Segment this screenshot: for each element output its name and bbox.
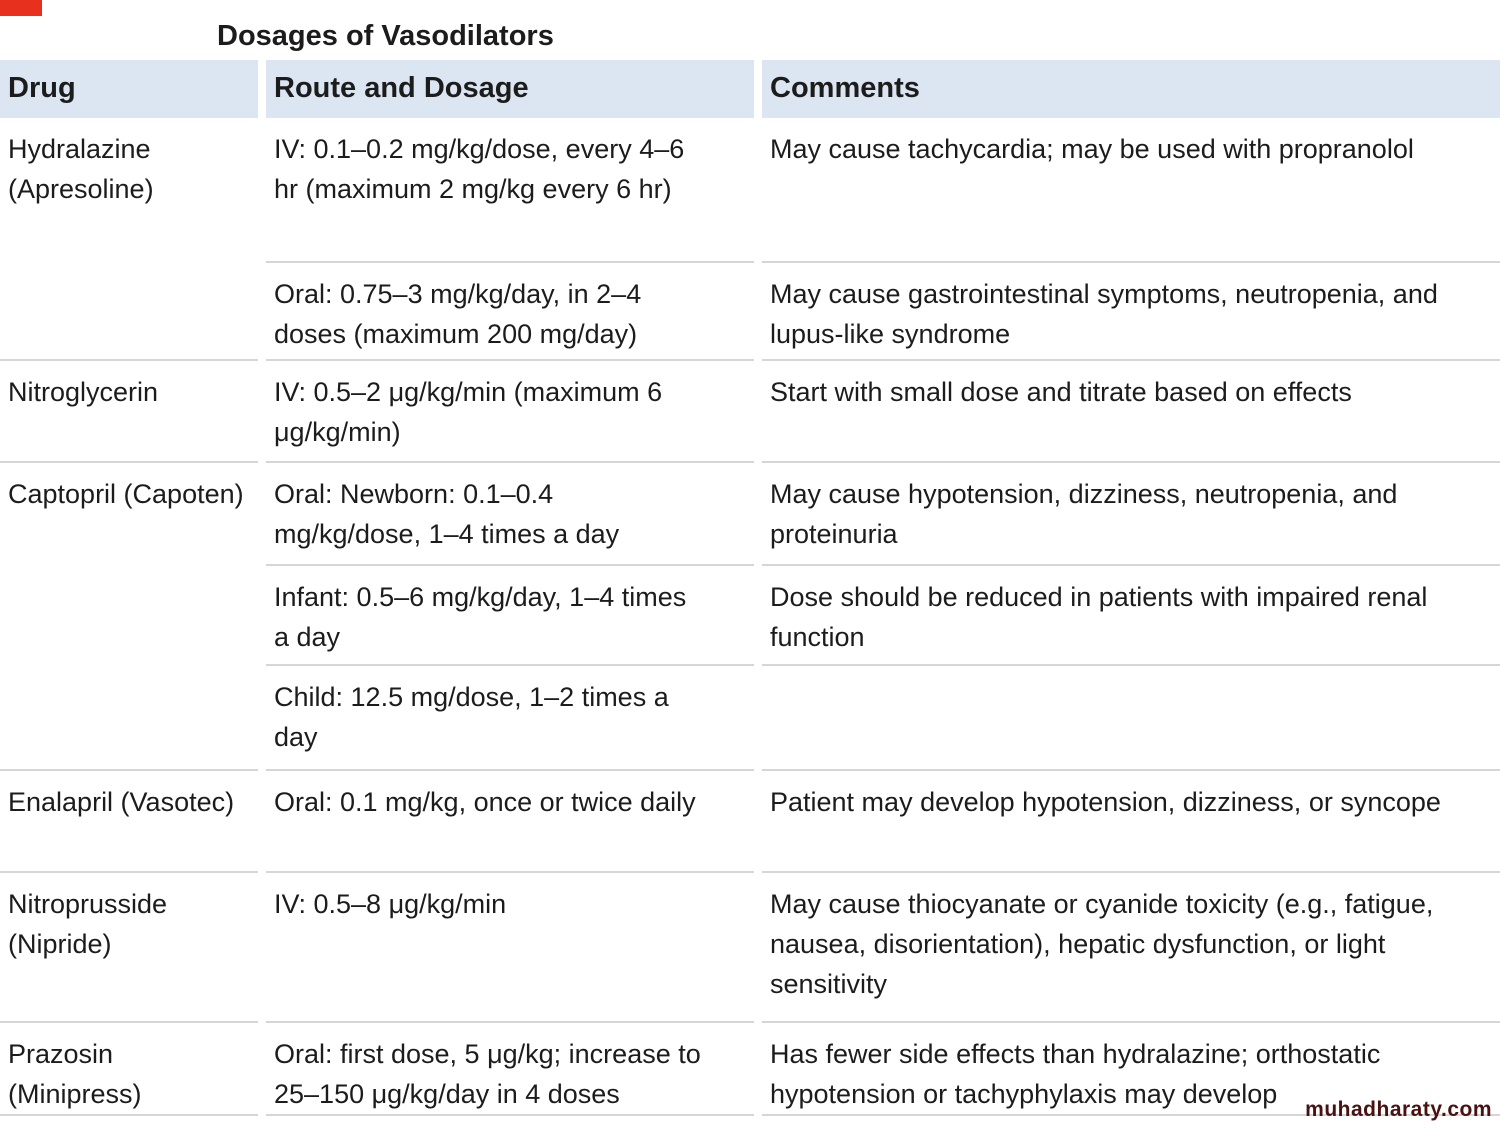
comment: May cause thiocyanate or cyanide toxicity (e.g., fatigue, nausea, disorientation), hepatic dysfunction, or light sensitivity xyxy=(762,873,1500,1023)
comment: May cause hypotension, dizziness, neutropenia, and proteinuria xyxy=(762,463,1500,566)
header-drug: Drug xyxy=(0,60,258,118)
drug-name: Hydralazine (Apresoline) xyxy=(0,118,258,361)
route-dosage: Oral: 0.1 mg/kg, once or twice daily xyxy=(266,771,754,873)
comment: Start with small dose and titrate based on effects xyxy=(762,361,1500,463)
header-comments: Comments xyxy=(762,60,1500,118)
route-dosage: Oral: Newborn: 0.1–0.4 mg/kg/dose, 1–4 times a day xyxy=(266,463,754,566)
route-dosage: Child: 12.5 mg/dose, 1–2 times a day xyxy=(266,666,754,771)
table-row xyxy=(0,118,1500,263)
header-route-and-dosage: Route and Dosage xyxy=(266,60,754,118)
drug-name: Prazosin (Minipress) xyxy=(0,1023,258,1116)
drug-name: Nitroglycerin xyxy=(0,361,258,463)
table-header-row xyxy=(0,60,1500,118)
table-row xyxy=(0,1023,1500,1116)
route-dosage: IV: 0.5–8 μg/kg/min xyxy=(266,873,754,1023)
table-row xyxy=(0,873,1500,1023)
drug-name: Nitroprusside (Nipride) xyxy=(0,873,258,1023)
drug-name: Captopril (Capoten) xyxy=(0,463,258,771)
comment: Has fewer side effects than hydralazine; orthostatic hypotension or tachyphylaxis may develop xyxy=(762,1023,1500,1116)
vasodilators-table xyxy=(0,60,1500,1116)
table-row xyxy=(0,463,1500,566)
table-row xyxy=(0,361,1500,463)
drug-name: Enalapril (Vasotec) xyxy=(0,771,258,873)
route-dosage: Infant: 0.5–6 mg/kg/day, 1–4 times a day xyxy=(266,566,754,666)
comment: May cause tachycardia; may be used with propranolol xyxy=(762,118,1500,263)
route-dosage: Oral: 0.75–3 mg/kg/day, in 2–4 doses (maximum 200 mg/day) xyxy=(266,263,754,361)
comment: May cause gastrointestinal symptoms, neutropenia, and lupus-like syndrome xyxy=(762,263,1500,361)
comment: Dose should be reduced in patients with impaired renal function xyxy=(762,566,1500,666)
page-title: Dosages of Vasodilators xyxy=(217,20,554,52)
corner-red-mark xyxy=(0,0,42,16)
route-dosage: IV: 0.5–2 μg/kg/min (maximum 6 μg/kg/min) xyxy=(266,361,754,463)
route-dosage: IV: 0.1–0.2 mg/kg/dose, every 4–6 hr (maximum 2 mg/kg every 6 hr) xyxy=(266,118,754,263)
route-dosage: Oral: first dose, 5 μg/kg; increase to 25–150 μg/kg/day in 4 doses xyxy=(266,1023,754,1116)
comment xyxy=(762,666,1500,771)
table-row xyxy=(0,771,1500,873)
comment: Patient may develop hypotension, dizziness, or syncope xyxy=(762,771,1500,873)
watermark: muhadharaty.com xyxy=(1305,1098,1492,1121)
